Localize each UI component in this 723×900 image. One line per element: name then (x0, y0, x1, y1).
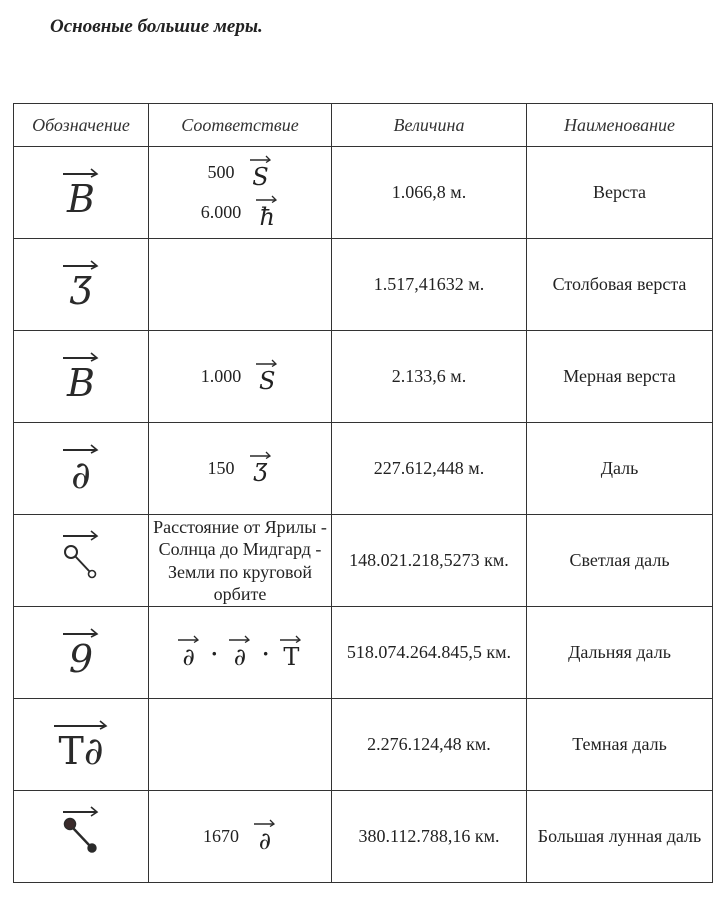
name-cell: Верста (527, 147, 713, 239)
arrow-b-glyph-icon: B (61, 352, 101, 402)
name-cell: Темная даль (527, 699, 713, 791)
corr-number: 150 (207, 458, 235, 478)
arrow-partial-glyph-icon: ∂ (228, 635, 252, 671)
formula (149, 635, 331, 671)
designation-cell (14, 423, 149, 515)
table-row (14, 147, 713, 239)
correspondence-cell (149, 147, 332, 239)
name-cell: Мерная верста (527, 331, 713, 423)
table-row (14, 515, 713, 607)
designation-cell (14, 331, 149, 423)
magnitude-cell: 2.276.124,48 км. (332, 699, 527, 791)
header-designation: Обозначение (14, 104, 149, 147)
correspondence-cell (149, 423, 332, 515)
arrow-s-glyph-icon: S (255, 359, 279, 395)
arrow-partial-glyph-icon: ∂ (177, 635, 201, 671)
magnitude-cell: 227.612,448 м. (332, 423, 527, 515)
magnitude-cell: 2.133,6 м. (332, 331, 527, 423)
arrow-nine-glyph-icon: 9 (61, 628, 101, 678)
magnitude-cell: 1.517,41632 м. (332, 239, 527, 331)
header-name: Наименование (527, 104, 713, 147)
magnitude-cell: 1.066,8 м. (332, 147, 527, 239)
name-cell: Светлая даль (527, 515, 713, 607)
name-cell: Столбовая верста (527, 239, 713, 331)
correspondence-cell (149, 791, 332, 883)
table-row (14, 331, 713, 423)
measures-table (13, 103, 713, 883)
arrow-s-glyph-icon: S (249, 155, 273, 191)
multiply-dot: · (262, 640, 270, 666)
name-cell: Даль (527, 423, 713, 515)
correspondence-cell (149, 331, 332, 423)
arrow-z-glyph-icon: Ʒ (249, 451, 273, 487)
magnitude-cell: 148.021.218,5273 км. (332, 515, 527, 607)
table-row (14, 791, 713, 883)
designation-cell (14, 791, 149, 883)
arrow-partial-glyph-icon: ∂ (61, 444, 101, 494)
arrow-b-glyph-icon: B (61, 168, 101, 218)
header-correspondence: Соответствие (149, 104, 332, 147)
corr-number: 6.000 (200, 202, 242, 222)
designation-cell (14, 239, 149, 331)
arrow-t-partial-glyph-icon: T∂ (52, 720, 110, 770)
corr-number: 1670 (203, 826, 239, 846)
magnitude-cell: 518.074.264.845,5 км. (332, 607, 527, 699)
designation-cell (14, 607, 149, 699)
correspondence-cell (149, 607, 332, 699)
page-title: Основные большие меры. (50, 16, 263, 37)
name-cell: Большая лунная даль (527, 791, 713, 883)
designation-cell (14, 515, 149, 607)
designation-cell (14, 699, 149, 791)
header-magnitude: Величина (332, 104, 527, 147)
table-row (14, 423, 713, 515)
arrow-z-glyph-icon: Ʒ (61, 260, 101, 310)
arrow-h-glyph-icon: ħ (255, 195, 279, 231)
arrow-partial-glyph-icon: ∂ (253, 819, 277, 855)
corr-number: 1.000 (200, 366, 242, 386)
magnitude-cell: 380.112.788,16 км. (332, 791, 527, 883)
corr-number: 500 (207, 162, 235, 182)
table-header-row (14, 104, 713, 147)
open-circle-stick-icon (59, 530, 103, 592)
table-row (14, 699, 713, 791)
arrow-t-glyph-icon: T (279, 635, 303, 671)
correspondence-cell (149, 239, 332, 331)
correspondence-cell: Расстояние от Ярилы - Солнца до Мидгард - Земли по круговой орбите (149, 515, 332, 607)
table-row (14, 607, 713, 699)
correspondence-cell (149, 699, 332, 791)
filled-circle-stick-icon (59, 806, 103, 868)
name-cell: Дальняя даль (527, 607, 713, 699)
table-row (14, 239, 713, 331)
designation-cell (14, 147, 149, 239)
multiply-dot: · (210, 640, 218, 666)
